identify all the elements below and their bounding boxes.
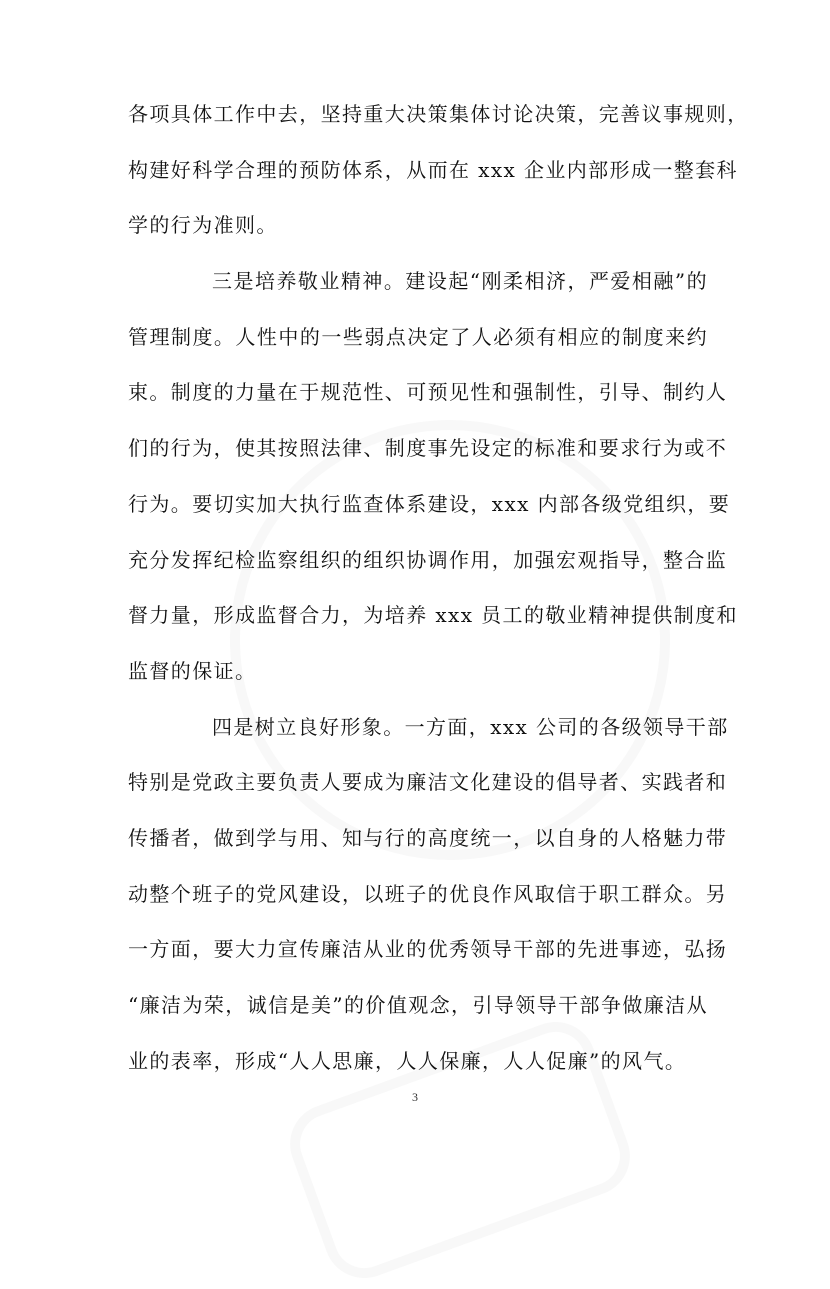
text-line: 各项具体工作中去，坚持重大决策集体讨论决策，完善议事规则， [128, 102, 749, 126]
text-line: 传播者，做到学与用、知与行的高度统一，以自身的人格魅力带 [128, 825, 728, 850]
text-line: “廉洁为荣，诚信是美”的价值观念，引导领导干部争做廉洁从 [128, 993, 708, 1017]
text-line: 构建好科学合理的预防体系，从而在 xxx 企业内部形成一整套科 [128, 157, 738, 182]
text-line: 们的行为，使其按照法律、制度事先设定的标准和要求行为或不 [128, 436, 728, 461]
body-text [128, 94, 749, 1096]
text-line: 动整个班子的党风建设，以班子的优良作风取信于职工群众。另 [128, 881, 728, 906]
text-line: 监督的保证。 [128, 658, 257, 683]
text-line: 学的行为准则。 [128, 213, 278, 238]
text-line: 充分发挥纪检监察组织的组织协调作用，加强宏观指导，整合监 [128, 547, 728, 572]
page-number: 3 [412, 1090, 418, 1104]
paragraph-start-line: 四是树立良好形象。一方面，xxx 公司的各级领导干部 [212, 714, 729, 739]
text-line: 束。制度的力量在于规范性、可预见性和强制性，引导、制约人 [128, 380, 728, 405]
text-line: 管理制度。人性中的一些弱点决定了人必须有相应的制度来约 [128, 324, 708, 349]
paragraph-start-line: 三是培养敬业精神。建设起“刚柔相济，严爱相融”的 [212, 269, 708, 294]
text-line: 一方面，要大力宣传廉洁从业的优秀领导干部的先进事迹，弘扬 [128, 937, 728, 962]
text-line: 行为。要切实加大执行监查体系建设，xxx 内部各级党组织，要 [128, 491, 731, 516]
text-line: 业的表率，形成“人人思廉，人人保廉，人人促廉”的风气。 [128, 1048, 687, 1073]
text-line: 特别是党政主要负责人要成为廉洁文化建设的倡导者、实践者和 [128, 770, 728, 795]
text-line: 督力量，形成监督合力，为培养 xxx 员工的敬业精神提供制度和 [128, 603, 738, 628]
